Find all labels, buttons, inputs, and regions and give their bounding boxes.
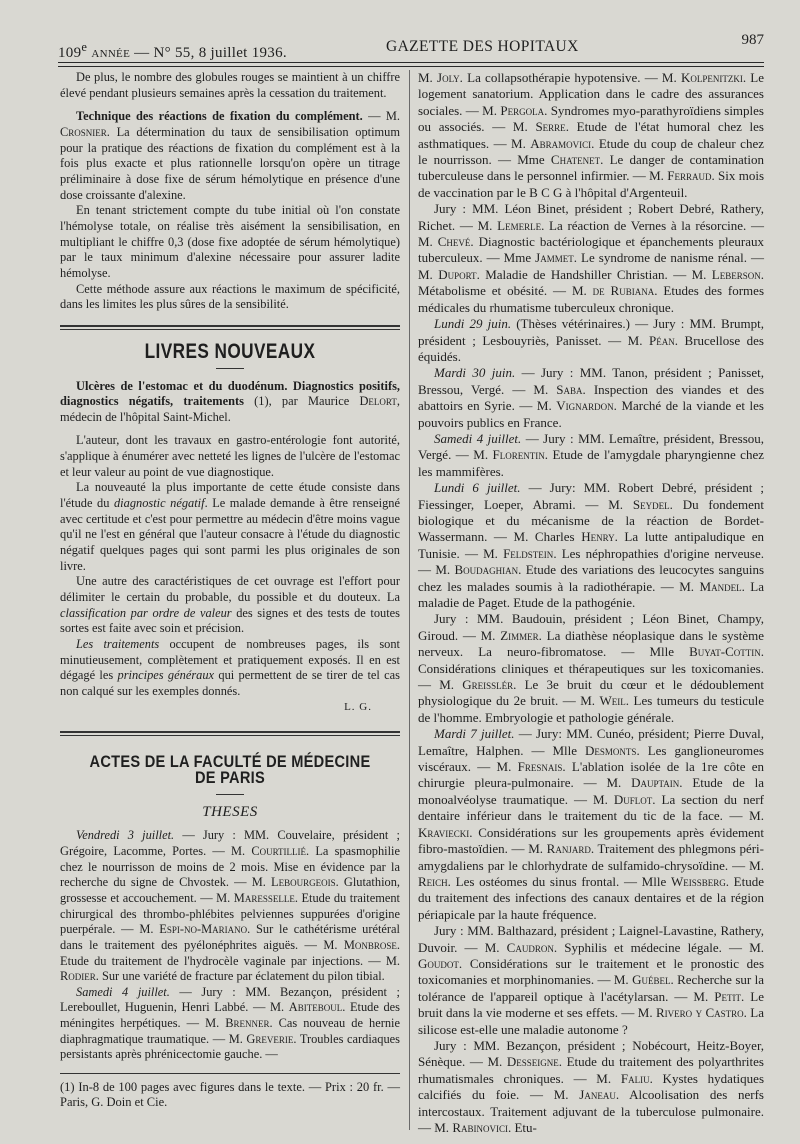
jury-entry: Jury : MM. Baudouin, président ; Léon Binet, Champy, Giroud. — M. Zimmer. La diathèse néoplasique dans le système nerveux. La neuro-fibromatose. — Mlle Buyat-Cottin. Considérations cliniques et thérapeutiques sur les toxicomanies. — M. Greisslér. Le 3e bruit du cœur et le dédoublement physiologique du 2e bruit. — M. Weil. Les tumeurs du testicule de l'homme. Embryologie et pathologie générale. (418, 611, 765, 725)
short-rule (216, 794, 244, 795)
jury-entry: Lundi 29 juin. (Thèses vétérinaires.) — Jury : MM. Brumpt, président ; Lesbouyriès, Panisset. — M. Péan. Brucellose des équidés. (418, 316, 764, 364)
paragraph: Les traitements occupent de nombreuses pages, ils sont minutieusement, complètement et pratiquement exposés. Il en est dégagé les principes généraux qui permettent de se tirer de tel cas non calqué sur les exemples donnés. (60, 637, 400, 698)
journal-title: GAZETTE DES HOPITAUX (386, 38, 579, 55)
issue-info: 109e année — N° 55, 8 juillet 1936. (58, 40, 287, 61)
theses-title: THESES (202, 803, 258, 820)
jury-entry: Samedi 4 juillet. — Jury : MM. Bezançon, président ; Lereboullet, Huguenin, Henri Labbé. — M. Abiteboul. Etude des méningites herpétiques. — M. Brenner. Cas nouveau de hernie diaphragmatique traumatique. — M. Greverie. Troubles cardiaques persistants après phrénicectomie gauche. — (60, 984, 401, 1062)
paragraph: Une autre des caractéristiques de cet ouvrage est l'effort pour délimiter le certain du probable, du possible et du douteux. La classification par ordre de valeur des signes et des tests de toutes sortes est faite avec soin et précision. (60, 574, 400, 636)
paragraph: L'auteur, dont les travaux en gastro-entérologie font autorité, s'applique à énumérer avec netteté les lignes de l'ulcère de l'estomac et leur valeur au point de vue diagnostique. (60, 433, 400, 479)
jury-entry: Jury : MM. Léon Binet, président ; Robert Debré, Rathery, Richet. — M. Lemerle. La réaction de Vernes à la résorcine. — M. Chevé. Diagnostic bactériologique et épanchements pleuraux tuberculeux. — Mme Jammet. Le syndrome de nanisme rénal. — M. Duport. Maladie de Handshiller Christian. — M. Leberson. Métabolisme et obésité. — M. de Rubiana. Etudes des formes médicales du rhumatisme tuberculeux chronique. (418, 201, 765, 315)
signature: L. G. (344, 700, 372, 713)
paragraph: Cette méthode assure aux réactions le maximum de spécificité, dans les limites les plus sûres de la sensibilité. (60, 281, 400, 312)
section-divider (60, 731, 400, 733)
right-column (418, 70, 764, 1136)
header-rule (58, 62, 764, 63)
technique-paragraph: Technique des réactions de fixation du complément. — M. Crosnier. La détermination du taux de sensibilisation optimum pour la pratique des réactions de fixation du complément est à la fois plus exacte et plus rationnelle lorsqu'on opère un titrage préliminaire à dose fixe de sérum hémolytique en présence d'une dose croissante d'alexine. (60, 109, 400, 202)
footnote-rule (60, 1073, 400, 1074)
jury-entry: Vendredi 3 juillet. — Jury : MM. Couvelaire, président ; Grégoire, Lacomme, Portes. — M. Courtillié. La spasmophilie chez le nourrisson de moins de 2 mois. Mise en évidence par la recherche du signe de Chvostek. — M. Lebourgeois. Glutathion, grossesse et accouchement. — M. Maresselle. Etude du traitement chirurgical des thrombo-phlébites pelviennes suppurées d'origine puerpérale. — M. Espi-no-Mariano. Sur le cathétérisme urétéral dans le traitement des pyélonéphrites aiguës. — M. Monbrose. Etude du traitement de l'hydrocèle vaginale par injections. — M. Rodier. Sur une variété de fracture par éclatement du pilon tibial. (60, 828, 400, 984)
page-header (58, 30, 764, 60)
paragraph: La nouveauté la plus importante de cette étude consiste dans l'étude du diagnostic négatif. Le malade demande à être renseigné avec certitude et c'est pour permettre au médecin d'être moins vague qu'il ne l'est en général que l'auteur consacre à l'étude du diagnostic négatif quelques pages qui sont parmi les plus originales de son livre. (60, 480, 400, 573)
paragraph: De plus, le nombre des globules rouges se maintient à un chiffre élevé pendant plusieurs semaines après la cessation du traitement. (60, 70, 400, 100)
jury-entry: Jury : MM. Bezançon, président ; Nobécourt, Heitz-Boyer, Sénèque. — M. Desseigne. Etude du traitement des polyarthrites rhumatismales chroniques. — M. Faliu. Kystes hydatiques calcifiés du foie. — M. Janeau. Alcoolisation des nerfs intercostaux. Traitement adjuvant de la tuberculose pulmonaire. — M. Rabinovici. Etu- (418, 1037, 764, 1135)
section-divider (60, 325, 400, 327)
short-rule (216, 368, 244, 369)
column-separator (409, 70, 410, 1130)
section-title-actes: ACTES DE LA FACULTÉ DE MÉDECINE DE PARIS (89, 752, 371, 787)
jury-entry: Lundi 6 juillet. — Jury: MM. Robert Debré, président ; Fiessinger, Loeper, Abrami. — M. Seydel. Du fondement biologique et du mécanisme de la réaction de Bordet-Wassermann. — M. Charles Henry. La lutte antipaludique en Tunisie. — M. Feldstein. Les néphropathies d'origine nerveuse. — M. Boudaghian. Etude des variations des leucocytes sanguins chez les malades soumis à la radiothérapie. — M. Mandel. La maladie de Paget. Etude de la pathogénie. (418, 480, 765, 610)
jury-entry: M. Joly. La collapsothérapie hypotensive. — M. Kolpenitzki. Le logement sanatorium. Application dans le cadre des assurances sociales. — M. Pergola. Syndromes myo-parathyroïdiens simples ou associés. — M. Serre. Etude de l'état humoral chez les asthmatiques. — M. Abramovici. Etude du coup de chaleur chez le nourrisson. — Mme Chatenet. Le danger de contamination tuberculeuse dans le personnel infirmier. — M. Ferraud. Six mois de vaccination par le B C G à l'hôpital d'Argenteuil. (418, 70, 765, 200)
section-divider-thin (60, 329, 400, 330)
section-title-livres: LIVRES NOUVEAUX (144, 339, 316, 363)
jury-entry: Mardi 7 juillet. — Jury: MM. Cunéo, président; Pierre Duval, Lemaître, Halphen. — Mlle Desmonts. Les ganglioneuromes viscéraux. — M. Fresnais. L'ablation isolée de la 1re côte en chirurgie pleura-pulmonaire. — M. Dauptain. Etude de la monoalvéolyse traumatique. — M. Duflot. La section du nerf dentaire inférieur dans le traitement du tic de la face. — M. Kraviecki. Considérations sur les groupements après évidement fibro-mastoïdien. — M. Ranjard. Traitement des phlegmons péri-amygdaliens par le chlorhydrate de sulfamido-chrysoïdine. — M. Reich. Les ostéomes du sinus frontal. — Mlle Weissberg. Etude du traitement des infections des canaux dentaires et de la région périapicale par la haute fréquence. (418, 726, 765, 922)
section-divider-thin (60, 735, 400, 736)
jury-entry: Samedi 4 juillet. — Jury : MM. Lemaître, président, Bressou, Vergé. — M. Florentin. Etude de l'amygdale pharyngienne chez les mammifères. (418, 430, 764, 479)
header-rule-2 (58, 66, 764, 67)
paragraph: En tenant strictement compte du tube initial où l'on constate l'hémolyse totale, on réalise très aisément la sensibilisation, en multipliant le chiffre 0,3 (dose fixe adoptée de sérum hémolytique) par le taux minimum d'alexine nécessaire pour assurer ladite hémolyse. (60, 203, 400, 280)
jury-entry: Jury : MM. Balthazard, président ; Laignel-Lavastine, Rathery, Duvoir. — M. Caudron. Syphilis et médecine légale. — M. Goudot. Considérations sur le traitement et le pronostic des toxicomanies et morphinomanies. — M. Guébel. Recherche sur la tolérance de l'appareil optique à l'acétylarsan. — M. Petit. Le bruit dans la vie moderne et ses effets. — M. Rivero y Castro. La silicose est-elle une maladie autonome ? (418, 923, 765, 1037)
page-number: 987 (741, 32, 764, 48)
left-column (60, 70, 400, 1110)
book-entry: Ulcères de l'estomac et du duodénum. Diagnostics positifs, diagnostics négatifs, traitements (1), par Maurice Delort, médecin de l'hôpital Saint-Michel. (60, 378, 400, 424)
footnote: (1) In-8 de 100 pages avec figures dans le texte. — Prix : 20 fr. — Paris, G. Doin et Cie. (60, 1080, 400, 1110)
jury-entry: Mardi 30 juin. — Jury : MM. Tanon, président ; Panisset, Bressou, Vergé. — M. Saba. Inspection des viandes et des abattoirs en Syrie. — M. Vignardon. Marché de la viande et les pouvoirs publics en France. (418, 365, 764, 430)
